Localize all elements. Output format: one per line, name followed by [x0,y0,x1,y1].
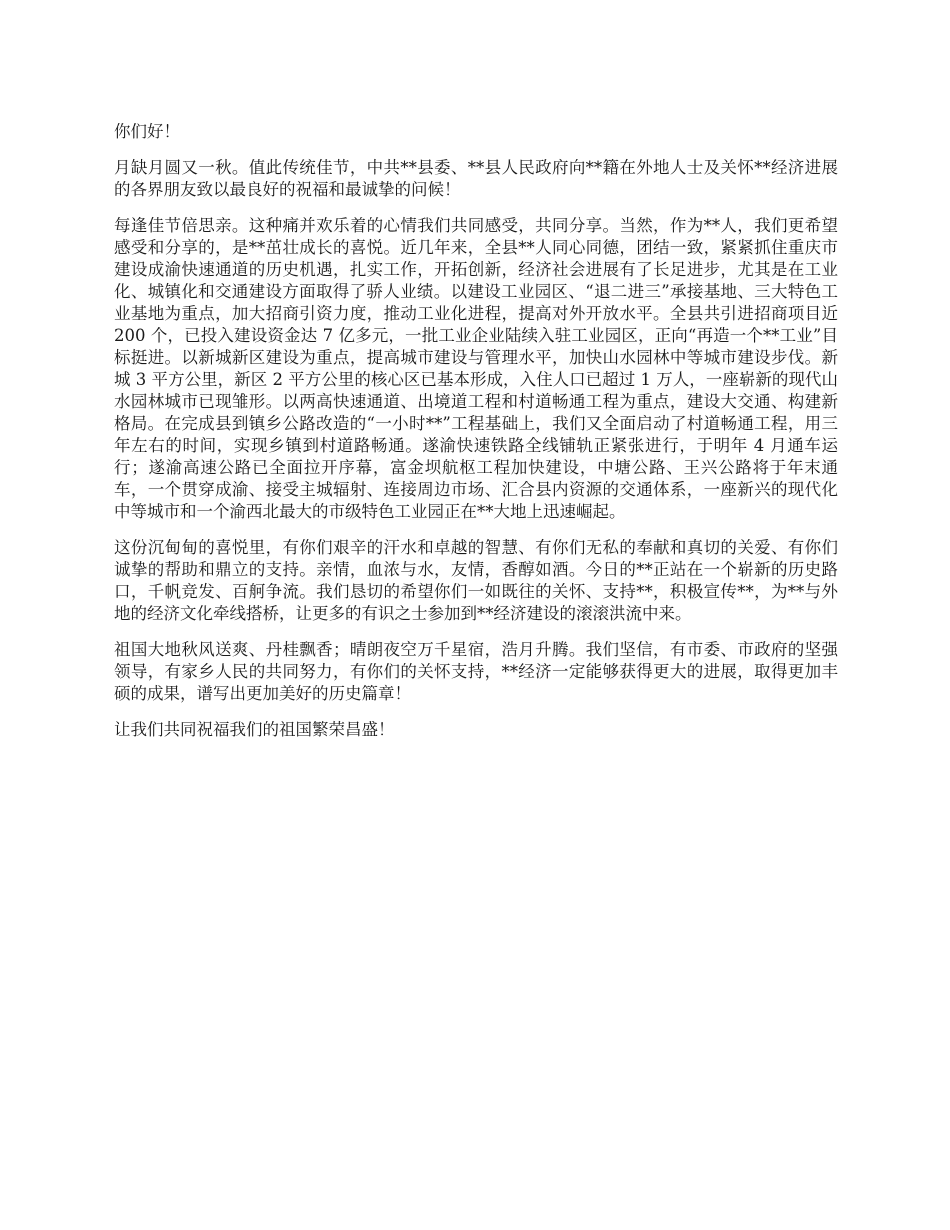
greeting: 你们好！ [114,122,180,141]
paragraph-gratitude: 这份沉甸甸的喜悦里，有你们艰辛的汗水和卓越的智慧、有你们无私的奉献和真切的关爱、有你们诚挚的帮助和鼎立的支持。亲情，血浓与水，友情，香醇如酒。今日的**正站在一个崭新的历史路口，千帆竞发、百舸争流。我们恳切的希望你们一如既往的关怀、支持**，积极宣传**，为**与外地的经济文化牵线搭桥，让更多的有识之士参加到**经济建设的滚滚洪流中来。 [114,538,839,623]
closing-blessing: 让我们共同祝福我们的祖国繁荣昌盛！ [114,720,395,739]
paragraph-achievements: 每逢佳节倍思亲。这种痛并欢乐着的心情我们共同感受，共同分享。当然，作为**人，我们更希望感受和分享的，是**茁壮成长的喜悦。近几年来，全县**人同心同德，团结一致，紧紧抓住重庆市建设成渝快速通道的历史机遇，扎实工作，开拓创新，经济社会进展有了长足进步，尤其是在工业化、城镇化和交通建设方面取得了骄人业绩。以建设工业园区、“退二进三”承接基地、三大特色工业基地为重点，加大招商引资力度，推动工业化进程，提高对外开放水平。全县共引进招商项目近 200 个，已投入建设资金达 7 亿多元，一批工业企业陆续入驻工业园区，正向“再造一个**工业”目标挺进。以新城新区建设为重点，提高城市建设与管理水平，加快山水园林中等城市建设步伐。新城 3 平方公里，新区 2 平方公里的核心区已基本形成，入住人口已超过 1 万人，一座崭新的现代山水园林城市已现雏形。以两高快速通道、出境道工程和村道畅通工程为重点，建设大交通、构建新格局。在完成县到镇乡公路改造的“一小时**”工程基础上，我们又全面启动了村道畅通工程，用三年左右的时间，实现乡镇到村道路畅通。遂渝快速铁路全线铺轨正紧张进行，于明年 4 月通车运行；遂渝高速公路已全面拉开序幕，富金坝航枢工程加快建设，中塘公路、王兴公路将于年末通车，一个贯穿成渝、接受主城辐射、连接周边市场、汇合县内资源的交通体系，一座新兴的现代化中等城市和一个渝西北最大的市级特色工业园正在**大地上迅速崛起。 [114,216,838,521]
paragraph-confidence: 祖国大地秋风送爽、丹桂飘香；晴朗夜空万千星宿，浩月升腾。我们坚信，有市委、市政府的坚强领导，有家乡人民的共同努力，有你们的关怀支持，**经济一定能够获得更大的进展，取得更加丰硕的成果，谱写出更加美好的历史篇章！ [114,640,838,703]
document-body [114,121,838,755]
paragraph-intro: 月缺月圆又一秋。值此传统佳节，中共**县委、**县人民政府向**籍在外地人士及关怀**经济进展的各界朋友致以最良好的祝福和最诚挚的问候！ [114,158,838,199]
